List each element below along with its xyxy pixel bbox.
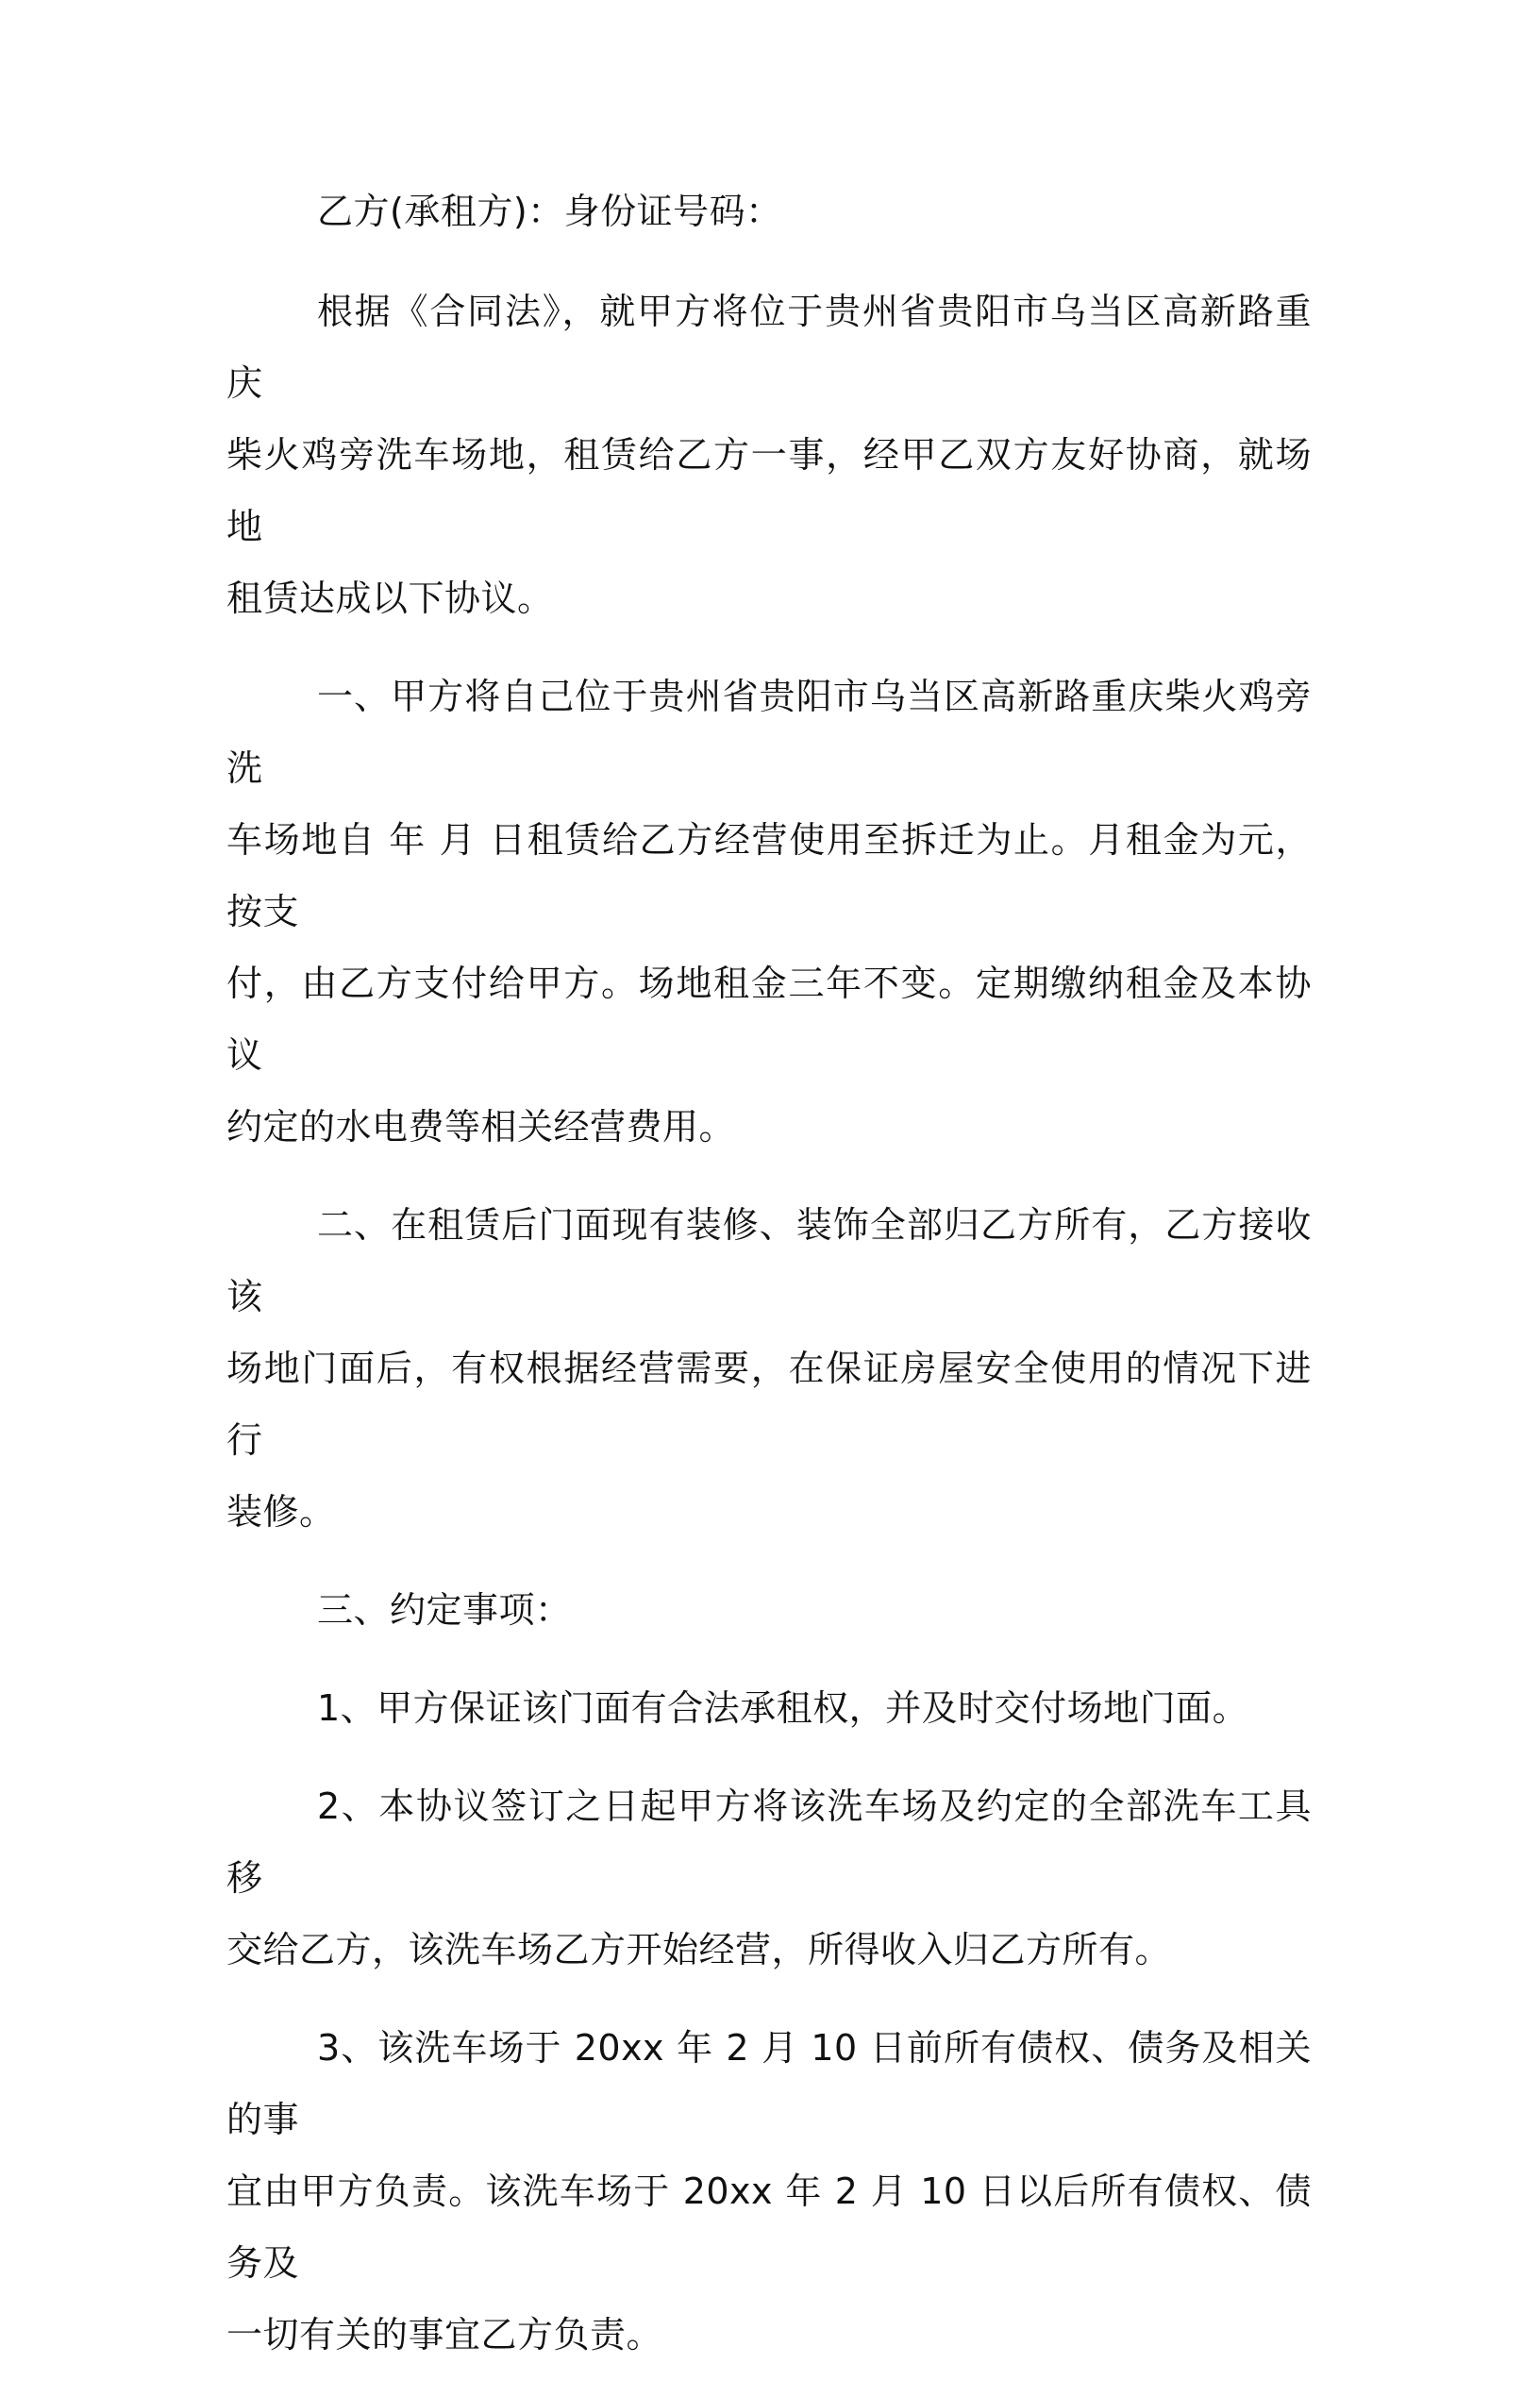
clause-two: [226, 1189, 1312, 1548]
text-line: 一切有关的事宜乙方负责。: [226, 2314, 663, 2355]
item-one: [226, 1672, 1312, 1744]
party-b-line: [226, 176, 1312, 247]
text-line: 2、本协议签订之日起甲方将该洗车场及约定的全部洗车工具移: [226, 1785, 1312, 1899]
text-line: 1、甲方保证该门面有合法承租权，并及时交付场地门面。: [317, 1687, 1249, 1729]
text-line: 租赁达成以下协议。: [226, 578, 554, 619]
text-line: 场地门面后，有权根据经营需要，在保证房屋安全使用的情况下进行: [226, 1348, 1312, 1461]
text-line: 宜由甲方负责。该洗车场于 20xx 年 2 月 10 日以后所有债权、债务及: [226, 2171, 1312, 2284]
text-line: 三、约定事项：: [317, 1589, 572, 1631]
document-page: [226, 176, 1312, 2397]
item-three: [226, 2012, 1312, 2371]
text-line: 付，由乙方支付给甲方。场地租金三年不变。定期缴纳租金及本协议: [226, 963, 1312, 1076]
text-line: 二、在租赁后门面现有装修、装饰全部归乙方所有，乙方接收该: [226, 1204, 1312, 1317]
text-line: 一、甲方将自己位于贵州省贵阳市乌当区高新路重庆柴火鸡旁洗: [226, 676, 1312, 789]
text-line: 装修。: [226, 1491, 336, 1533]
text-line: 车场地自 年 月 日租赁给乙方经营使用至拆迁为止。月租金为元，按支: [226, 819, 1312, 932]
text-line: 柴火鸡旁洗车场地，租赁给乙方一事，经甲乙双方友好协商，就场地: [226, 434, 1312, 547]
text-line: 交给乙方，该洗车场乙方开始经营，所得收入归乙方所有。: [226, 1929, 1172, 1970]
clause-three-heading: [226, 1574, 1312, 1646]
item-two: [226, 1770, 1312, 1986]
text-line: 约定的水电费等相关经营费用。: [226, 1106, 736, 1148]
text-line: 乙方(承租方)：身份证号码：: [317, 191, 782, 232]
text-line: 3、该洗车场于 20xx 年 2 月 10 日前所有债权、债务及相关的事: [226, 2027, 1312, 2140]
text-line: 根据《合同法》，就甲方将位于贵州省贵阳市乌当区高新路重庆: [226, 291, 1312, 404]
intro-paragraph: [226, 276, 1312, 634]
clause-one: [226, 661, 1312, 1163]
